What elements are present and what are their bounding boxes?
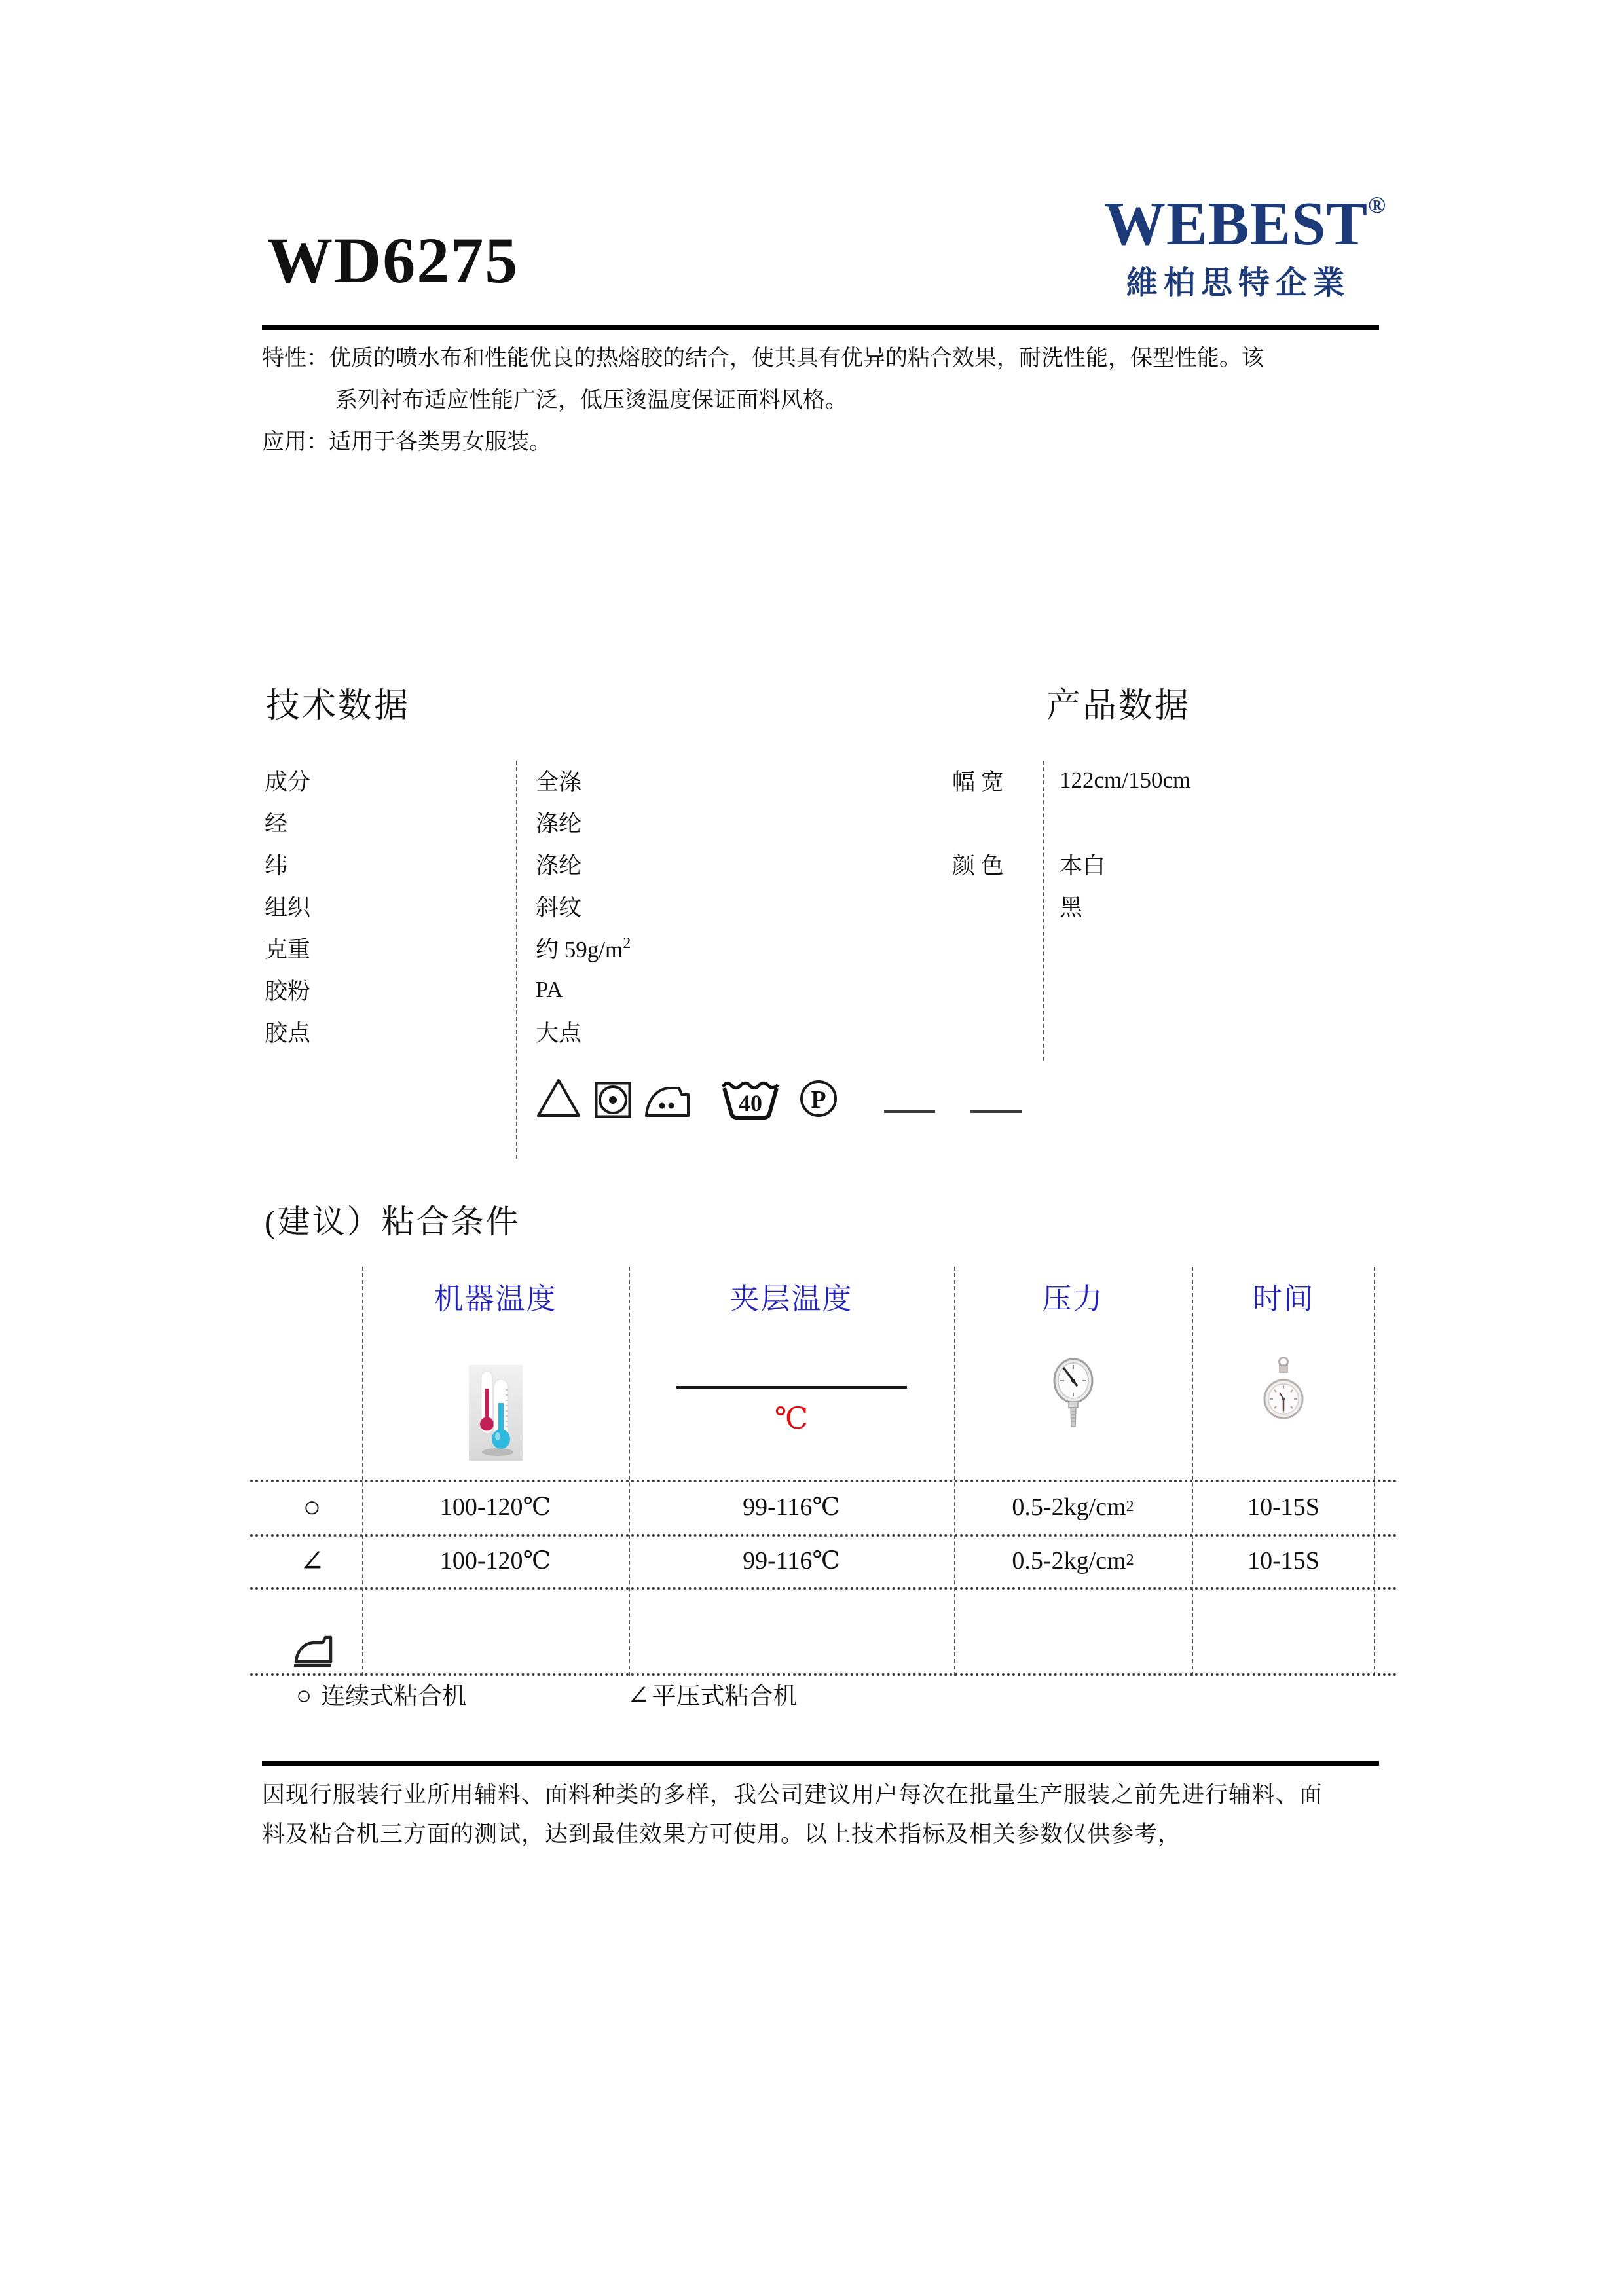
product-data-table (950, 759, 1375, 927)
footer-note (262, 1776, 1407, 1854)
footer-line: 料及粘合机三方面的测试，达到最佳效果方可使用。以上技术指标及相关参数仅供参考， (262, 1821, 1182, 1847)
feature-line-1: 特性：优质的喷水布和性能优良的热熔胶的结合，使其具有优异的粘合效果，耐洗性能，保型性能。该 (262, 346, 1264, 371)
registered-mark: ® (1368, 192, 1386, 218)
bonding-conditions-table (262, 1267, 1375, 1676)
tech-data-table (262, 759, 1041, 1160)
bond-row-interlayer-temp: 99-116℃ (743, 1547, 840, 1575)
blank-line (884, 1110, 935, 1113)
bond-row-symbol: ∠ (299, 1544, 325, 1578)
row-divider (250, 1587, 1397, 1590)
bond-row-interlayer-temp: 99-116℃ (743, 1493, 840, 1521)
celsius-unit: ℃ (774, 1402, 809, 1435)
footer-rule (262, 1761, 1379, 1766)
blank-line (970, 1110, 1022, 1113)
bond-header-machine-temp: 机器温度 (362, 1267, 629, 1480)
care-symbols-row (262, 1053, 1041, 1160)
product-data-heading: 产品数据 (1046, 687, 1191, 725)
company-logo (1104, 190, 1386, 302)
feature-label: 特性： (262, 346, 329, 371)
bond-row-interlayer-temp (629, 1587, 954, 1676)
table-row: 经 涤纶 (265, 811, 582, 837)
svg-text:P: P (811, 1086, 826, 1114)
svg-text:40: 40 (739, 1090, 762, 1116)
tech-table-divider (516, 761, 517, 1159)
application-line: 应用：适用于各类男女服装。 (262, 430, 551, 454)
column-divider (629, 1267, 630, 1676)
bond-row-symbol (262, 1587, 362, 1676)
pressure-gauge-icon (1052, 1353, 1094, 1432)
table-row: 胶粉 PA (265, 977, 563, 1004)
table-row: 黑 (1060, 895, 1083, 920)
table-row: 成分 全涤 (265, 769, 582, 795)
bond-row-machine-temp (362, 1587, 629, 1676)
column-divider (1374, 1267, 1375, 1676)
column-divider (954, 1267, 955, 1676)
application-label: 应用： (262, 430, 329, 454)
bond-header-time: 时间 (1192, 1267, 1375, 1480)
logo-chinese-name: 維柏思特企業 (1126, 266, 1350, 301)
footer-line: 因现行服装行业所用辅料、面料种类的多样，我公司建议用户每次在批量生产服装之前先进行辅料、面 (262, 1782, 1323, 1808)
feature-line-2: 系列衬布适应性能广泛，低压烫温度保证面料风格。 (335, 388, 847, 412)
table-row: 胶点 大点 (265, 1021, 582, 1046)
interlayer-line (676, 1386, 907, 1389)
page-title: WD6275 (267, 224, 519, 297)
thermometer-icon (469, 1365, 523, 1461)
tech-data-heading: 技术数据 (266, 687, 411, 725)
iron-two-dots-icon (644, 1084, 690, 1118)
bond-row-time: 10-15S (1247, 1493, 1320, 1521)
table-row-spacer (950, 801, 1375, 843)
product-table-divider (1043, 761, 1044, 1061)
bond-row-pressure (954, 1587, 1192, 1676)
legend-item: ○ 连续式粘合机 (296, 1681, 467, 1710)
row-divider (250, 1480, 1397, 1482)
bond-header-pressure: 压力 (954, 1267, 1192, 1480)
wash-40-icon (720, 1079, 781, 1120)
header-rule (262, 325, 1379, 330)
bonding-conditions-heading: (建议）粘合条件 (265, 1203, 521, 1240)
circle-symbol: ○ (296, 1681, 312, 1710)
bond-row-symbol: ○ (303, 1490, 322, 1523)
tumble-dry-icon (595, 1082, 631, 1118)
column-divider (1192, 1267, 1193, 1676)
intro-block (262, 338, 1407, 464)
bond-header-interlayer-temp: 夹层温度 ℃ (629, 1267, 954, 1480)
bond-row-pressure: 0.5-2kg/cm 2 (1012, 1493, 1134, 1521)
table-row: 组织 斜纹 (265, 895, 582, 920)
dry-clean-p-icon (799, 1079, 838, 1118)
table-row: 纬 涤纶 (265, 853, 582, 879)
logo-wordmark: WEBEST® (1104, 190, 1386, 258)
bond-row-pressure: 0.5-2kg/cm 2 (1012, 1546, 1134, 1575)
column-divider (362, 1267, 363, 1676)
legend-item: ∠ 平压式粘合机 (627, 1681, 798, 1710)
bond-row-machine-temp: 100-120℃ (439, 1547, 551, 1575)
table-row: 颜 色 本白 (952, 853, 1106, 879)
table-row: 幅 宽 122cm/150cm (952, 767, 1191, 795)
hand-iron-icon (291, 1633, 333, 1669)
bond-row-time (1192, 1587, 1375, 1676)
stopwatch-icon (1262, 1356, 1305, 1429)
bond-row-time: 10-15S (1247, 1546, 1320, 1575)
table-row: 克重 约 $59g/m^2$ (265, 935, 631, 962)
row-divider (250, 1534, 1397, 1537)
bond-header-symbol-cell (262, 1267, 362, 1480)
bond-row-machine-temp: 100-120℃ (439, 1493, 551, 1521)
bleach-triangle-icon (536, 1078, 581, 1118)
angle-symbol: ∠ (627, 1681, 650, 1710)
